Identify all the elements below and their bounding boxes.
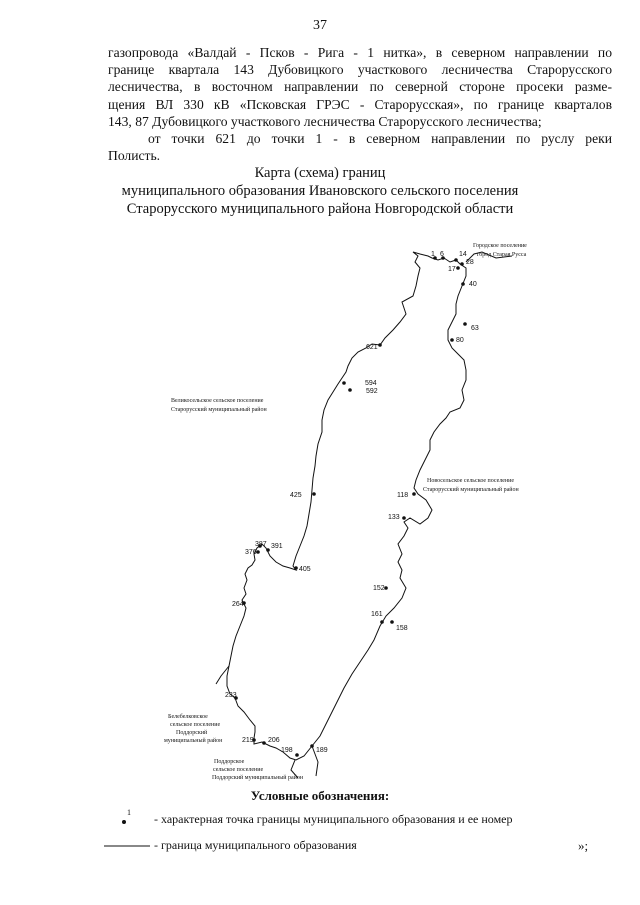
point-label: 80 [456,337,464,344]
point-label: 376 [245,549,257,556]
boundary-point [342,381,346,385]
neighbor-label: Городское поселение [473,243,527,249]
boundary-point [348,388,352,392]
boundary-point [384,586,388,590]
point-label: 1 [431,251,435,258]
boundary-point [412,492,416,496]
boundary-point [456,266,460,270]
point-label: 118 [397,492,409,499]
boundary-point [463,322,467,326]
point-label: 233 [225,692,237,699]
point-label: 387 [255,541,267,548]
intro-line: щения ВЛ 330 кВ «Псковская ГРЭС - Старорусская», по границе кварталов [108,96,612,112]
map-title-line: Карта (схема) границ [254,165,386,181]
neighbor-label: Поддорский муниципальный район [212,775,304,781]
boundary-point [312,492,316,496]
point-label: 63 [471,325,479,332]
point-label: 17 [448,266,456,273]
neighbor-label: Поддорское [214,759,245,765]
boundary-point [390,620,394,624]
point-label: 405 [299,566,311,573]
point-label: 152 [373,585,385,592]
legend-line-description: - граница муниципального образования [154,838,357,852]
neighbor-label: муниципальный район [164,738,223,744]
point-label: 206 [268,737,280,744]
neighbor-label: Старорусский муниципальный район [171,407,267,413]
neighbor-label: Поддорский [176,730,208,736]
neighbor-label: Великосельское сельское поселение [171,398,264,404]
boundary-point [380,620,384,624]
intro-line: границе квартала 143 Дубовицкого участкового лесничества Старорусского [108,62,612,78]
boundary-point [460,262,464,266]
boundary-point [294,566,298,570]
neighbor-label: сельское поселение [213,767,264,773]
point-label: 133 [388,514,400,521]
point-label: 40 [469,281,477,288]
point-line: от точки 621 до точки 1 - в северном направлении по руслу реки [148,131,612,146]
legend-point-number: 1 [127,808,131,817]
point-label: 219 [242,737,254,744]
map-title-line: Старорусского муниципального района Новгородской области [126,201,514,217]
boundary-point [295,753,299,757]
intro-line: лесничества, в восточном направлении по северной стороне просеки разме- [108,79,612,95]
boundary-point [378,343,382,347]
boundary-point [402,516,406,520]
point-label: 14 [459,251,467,258]
legend-point-description: - характерная точка границы муниципального образования и ее номер [154,812,513,826]
point-label: 425 [290,492,302,499]
boundary-point [310,744,314,748]
point-label: 161 [371,611,383,618]
boundary-point [266,548,270,552]
point-label: 391 [271,543,283,550]
boundary-point [256,550,260,554]
point-label: 264 [232,601,244,608]
legend-title: Условные обозначения: [250,788,390,803]
point-line: Полисть. [108,148,161,164]
map-title-line: муниципального образования Ивановского сельского поселения [121,183,519,199]
page-number: 37 [313,18,327,33]
neighbor-label: Белебелковское [168,714,208,720]
closing-quote: »; [578,838,589,853]
point-label: 592 [366,388,378,395]
boundary-line [227,252,466,760]
point-label: 594 [365,380,377,387]
point-label: 621 [366,344,378,351]
point-label: 6 [440,251,444,258]
neighbor-label: Новосельское сельское поселение [427,478,515,484]
neighbor-label: город Старая Русса [477,252,527,258]
neighbor-label: Старорусский муниципальный район [423,487,519,493]
legend-point-marker [122,820,126,824]
intro-line: газопровода «Валдай - Псков - Рига - 1 нитка», в северном направлении по [108,45,612,60]
neighbor-label: сельское поселение [170,722,221,728]
point-label: 158 [396,625,408,632]
boundary-point [454,258,458,262]
intro-line: 143, 87 Дубовицкого участкового лесничества Старорусского лесничества; [108,113,542,129]
boundary-point [262,741,266,745]
boundary-point [450,338,454,342]
point-label: 189 [316,747,328,754]
point-label: 198 [281,747,293,754]
boundary-point [461,282,465,286]
point-label: 28 [466,259,474,266]
